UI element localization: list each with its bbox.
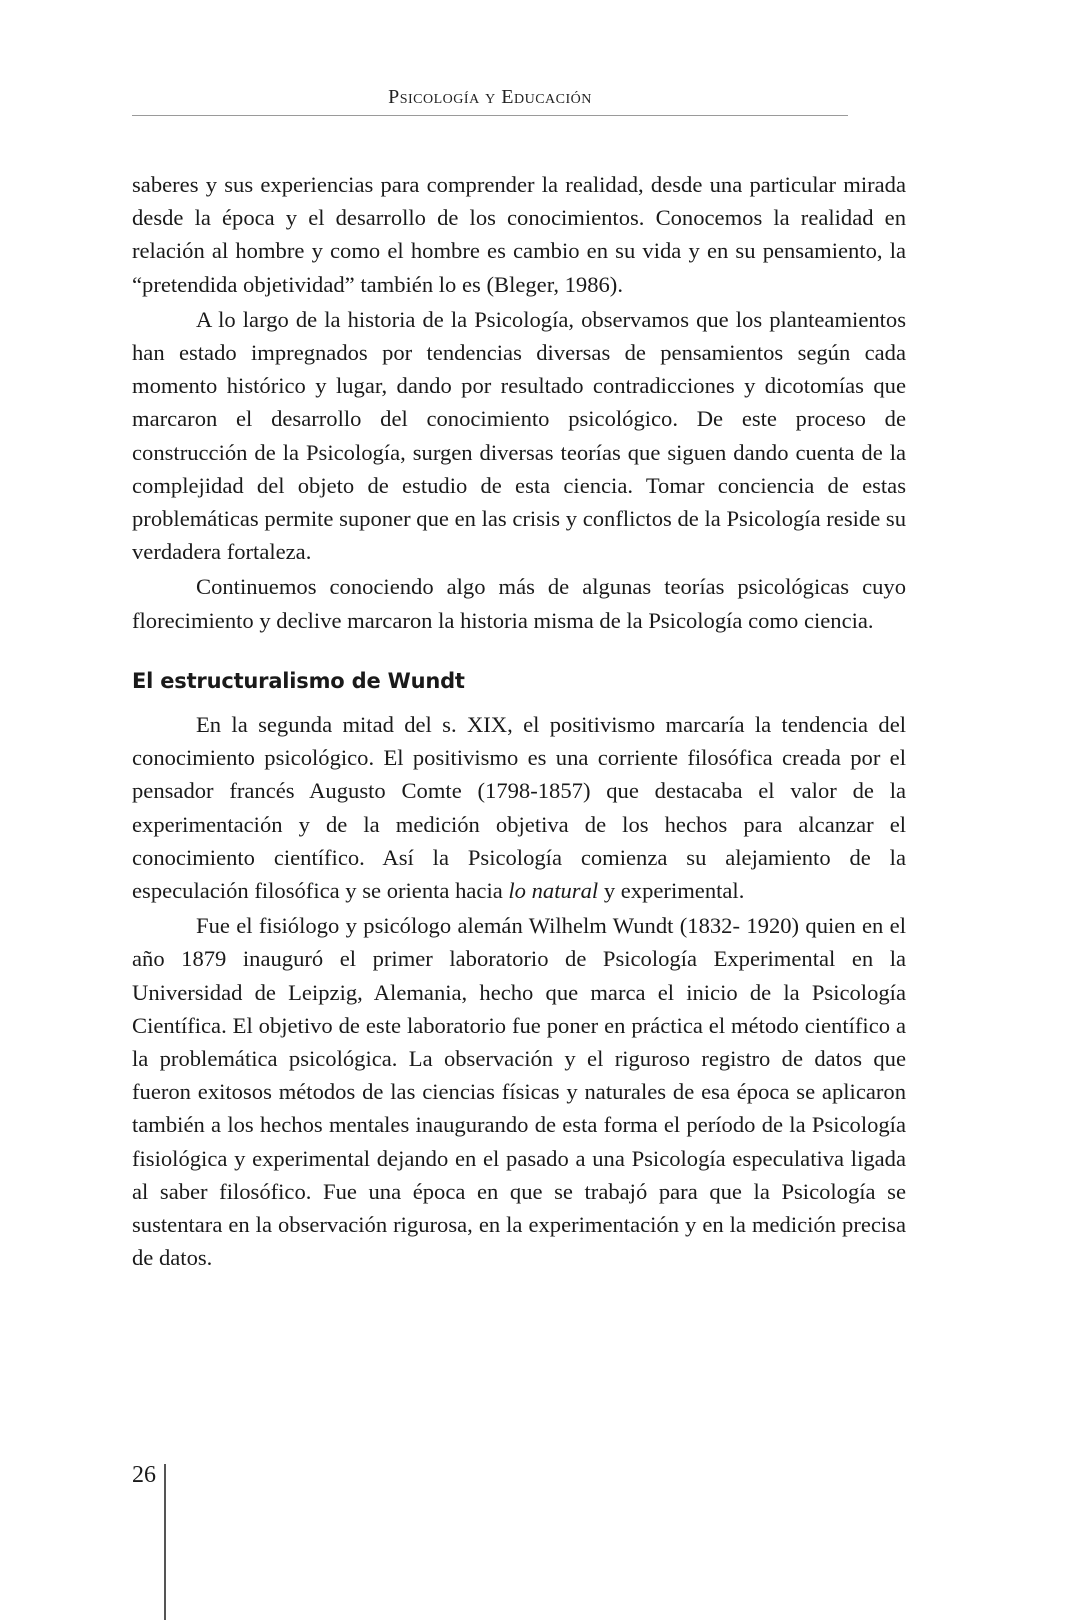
italic-phrase: lo natural xyxy=(508,878,599,904)
paragraph: A lo largo de la historia de la Psicología, observamos que los planteamientos han estado impregnados por tendencias diversas de pensamientos según cada momento histórico y lugar, dando por resultado contradicciones y dicotomías que marcaron el desarrollo del conocimiento psicológico. De este proceso de construcción de la Psicología, surgen diversas teorías que siguen dando cuenta de la complejidad del objeto de estudio de esta ciencia. Tomar conciencia de estas problemáticas permite suponer que en las crisis y conflictos de la Psicología reside su verdadera fortaleza. xyxy=(132,306,906,565)
paragraph-continued: saberes y sus experiencias para comprender la realidad, desde una particular mirada desde la época y el desarrollo de los conocimientos. Conocemos la realidad en relación al hombre y como el hombre es cambio en su vida y en su pensamiento, la “pretendida objetividad” también lo es (Bleger, 1986). xyxy=(132,172,906,297)
paragraph: Continuemos conociendo algo más de algunas teorías psicológicas cuyo florecimiento y declive marcaron la historia misma de la Psicología como ciencia. xyxy=(132,574,906,633)
header-divider xyxy=(132,115,848,116)
page-number: 26 xyxy=(132,1462,156,1488)
paragraph: Fue el fisiólogo y psicólogo alemán Wilhelm Wundt (1832- 1920) quien en el año 1879 inauguró el primer laboratorio de Psicología Experimental en la Universidad de Leipzig, Alemania, hecho que marca el inicio de la Psicología Científica. El objetivo de este laboratorio fue poner en práctica el método científico a la problemática psicológica. La observación y el riguroso registro de datos que fueron exitosos métodos de las ciencias físicas y naturales de esa época se aplicaron también a los hechos mentales inaugurando de esta forma el período de la Psicología fisiológica y experimental dejando en el pasado a una Psicología especulativa ligada al saber filosófico. Fue una época en que se trabajó para que la Psicología se sustentara en la observación rigurosa, en la experimentación y en la medición precisa de datos. xyxy=(132,913,906,1271)
paragraph xyxy=(132,708,906,907)
page-number-rule xyxy=(164,1464,166,1620)
section-heading: El estructuralismo de Wundt xyxy=(132,668,465,693)
page-body xyxy=(132,168,906,1275)
paragraph-text: En la segunda mitad del s. XIX, el positivismo marcaría la tendencia del conocimiento psicológico. El positivismo es una corriente filosófica creada por el pensador francés Augusto Comte (1798-1857) que destacaba el valor de la experimentación y de la medición objetiva de los hechos para alcanzar el conocimiento científico. Así la Psicología comienza su alejamiento de la especulación filosófica y se orienta hacia xyxy=(132,712,906,904)
running-header: Psicología y Educación xyxy=(388,86,592,108)
paragraph-text: y experimental. xyxy=(598,878,745,904)
